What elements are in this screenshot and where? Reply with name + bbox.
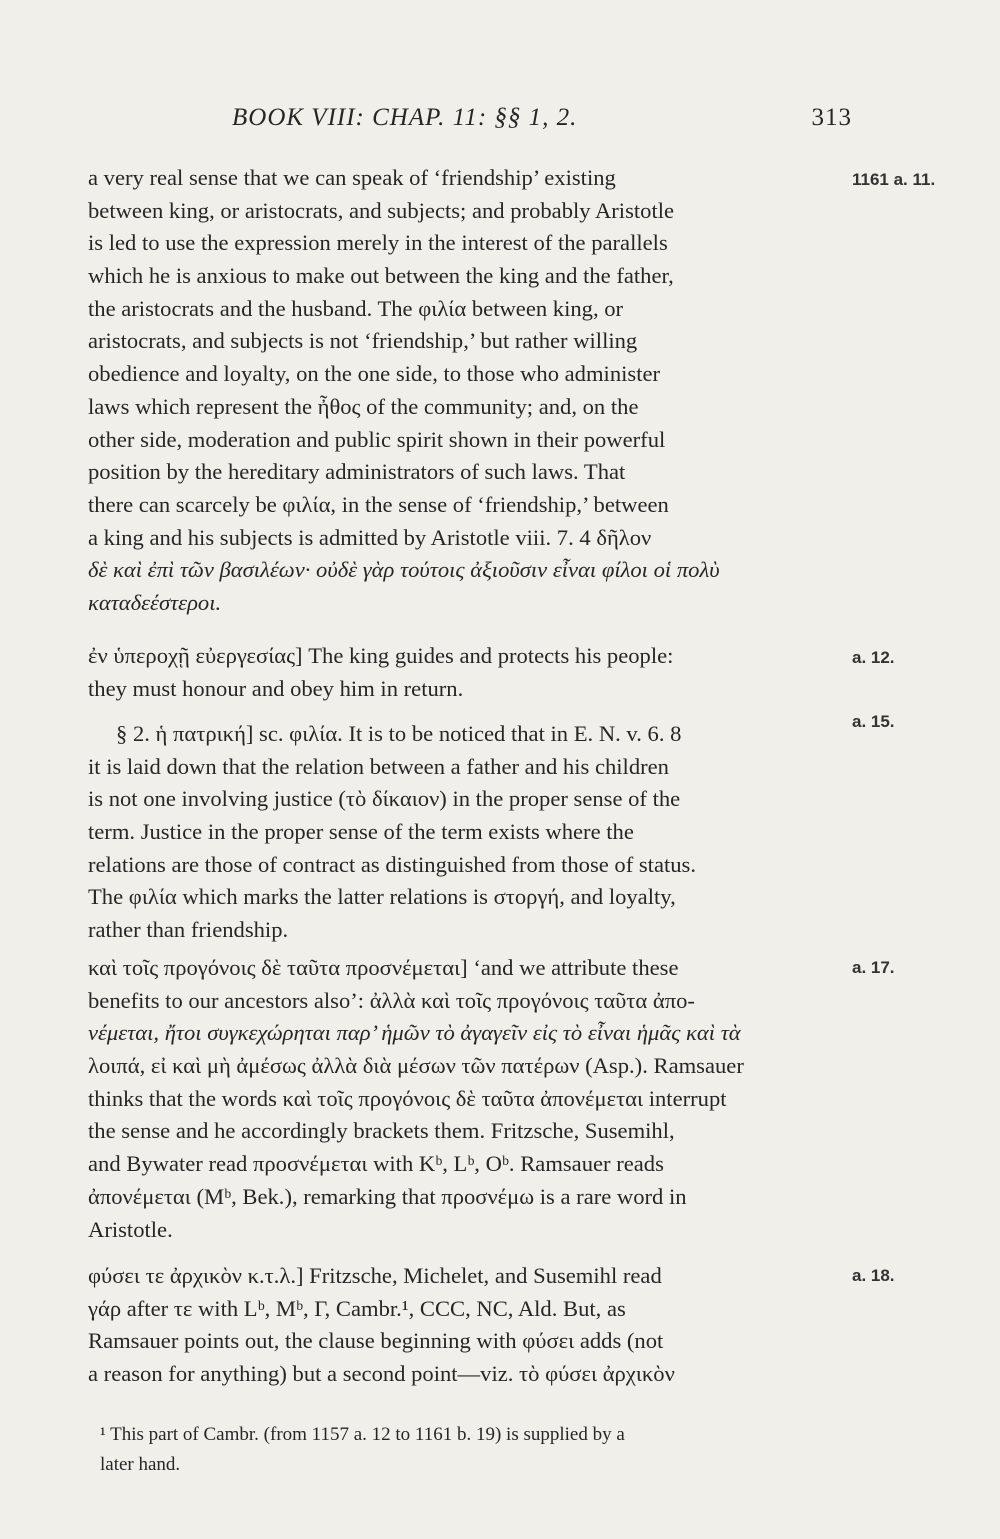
text-line: they must honour and obey him in return. xyxy=(88,675,464,701)
paragraph-4 xyxy=(88,952,848,1246)
text-line: λοιπά, εἰ καὶ μὴ ἀμέσως ἀλλὰ διὰ μέσων τῶν πατέρων (Asp.). Ramsauer xyxy=(88,1053,744,1079)
paragraph-3 xyxy=(88,718,848,947)
page-header xyxy=(232,104,852,144)
running-head: BOOK VIII: CHAP. 11: §§ 1, 2. xyxy=(232,104,578,131)
text-line: Aristotle. xyxy=(88,1216,173,1242)
text-line: relations are those of contract as distinguished from those of status. xyxy=(88,851,697,877)
text-line: and Bywater read προσνέμεται with Kᵇ, Lᵇ, Oᵇ. Ramsauer reads xyxy=(88,1151,664,1177)
text-line: The φιλία which marks the latter relations is στοργή, and loyalty, xyxy=(88,884,676,910)
text-line: is led to use the expression merely in the interest of the parallels xyxy=(88,230,668,256)
footnote-line: ¹ This part of Cambr. (from 1157 a. 12 to 1161 b. 19) is supplied by a xyxy=(100,1424,625,1445)
text-line: δὲ καὶ ἐπὶ τῶν βασιλέων· οὐδὲ γὰρ τούτοις ἀξιοῦσιν εἶναι φίλοι οἱ πολὺ xyxy=(88,557,720,583)
margin-reference: a. 17. xyxy=(852,958,895,977)
text-line: between king, or aristocrats, and subjects; and probably Aristotle xyxy=(88,197,675,223)
text-line: there can scarcely be φιλία, in the sense of ‘friendship,’ between xyxy=(88,491,669,517)
text-line: which he is anxious to make out between the king and the father, xyxy=(88,263,674,289)
text-line: καὶ τοῖς προγόνοις δὲ ταῦτα προσνέμεται] ‘and we attribute these xyxy=(88,955,679,980)
text-line: νέμεται, ἤτοι συγκεχώρηται παρ’ ἡμῶν τὸ ἀγαγεῖν εἰς τὸ εἶναι ἡμᾶς καὶ τὰ xyxy=(88,1020,741,1046)
text-line: laws which represent the ἦθος of the community; and, on the xyxy=(88,393,639,419)
text-line: Ramsauer points out, the clause beginning with φύσει adds (not xyxy=(88,1328,664,1354)
text-line: position by the hereditary administrators of such laws. That xyxy=(88,459,626,485)
text-line: benefits to our ancestors also’: ἀλλὰ καὶ τοῖς προγόνοις ταῦτα ἀπο- xyxy=(88,987,695,1013)
text-line: καταδεέστεροι. xyxy=(88,589,222,615)
text-line: φύσει τε ἀρχικὸν κ.τ.λ.] Fritzsche, Michelet, and Susemihl read xyxy=(88,1263,662,1288)
paragraph-1 xyxy=(88,162,848,620)
text-line: a reason for anything) but a second point—viz. τὸ φύσει ἀρχικὸν xyxy=(88,1361,675,1387)
text-line: γάρ after τε with Lᵇ, Mᵇ, Γ, Cambr.¹, CCC, NC, Ald. But, as xyxy=(88,1295,626,1321)
margin-reference: 1161 a. 11. xyxy=(852,170,936,189)
footnote xyxy=(100,1420,860,1480)
text-line: the aristocrats and the husband. The φιλία between king, or xyxy=(88,295,624,321)
margin-reference: a. 15. xyxy=(852,712,895,731)
text-line: § 2. ἡ πατρική] sc. φιλία. It is to be noticed that in E. N. v. 6. 8 xyxy=(116,721,682,746)
text-line: the sense and he accordingly brackets them. Fritzsche, Susemihl, xyxy=(88,1118,675,1144)
text-line: is not one involving justice (τὸ δίκαιον) in the proper sense of the xyxy=(88,786,681,812)
text-line: thinks that the words καὶ τοῖς προγόνοις δὲ ταῦτα ἀπονέμεται interrupt xyxy=(88,1085,727,1111)
text-line: other side, moderation and public spirit shown in their powerful xyxy=(88,426,666,452)
margin-reference: a. 18. xyxy=(852,1266,895,1285)
footnote-line: later hand. xyxy=(100,1454,181,1475)
text-line: rather than friendship. xyxy=(88,917,289,943)
paragraph-5 xyxy=(88,1260,848,1391)
text-line: term. Justice in the proper sense of the term exists where the xyxy=(88,819,634,845)
text-line: a king and his subjects is admitted by Aristotle viii. 7. 4 δῆλον xyxy=(88,524,652,550)
page-number: 313 xyxy=(811,104,852,131)
paragraph-2 xyxy=(88,640,848,705)
text-line: obedience and loyalty, on the one side, to those who administer xyxy=(88,361,661,387)
text-line: ἐν ὑπεροχῇ εὐεργεσίας] The king guides and protects his people: xyxy=(88,643,674,668)
margin-reference: a. 12. xyxy=(852,648,895,667)
text-line: a very real sense that we can speak of ‘friendship’ existing xyxy=(88,165,616,190)
text-line: it is laid down that the relation between a father and his children xyxy=(88,753,669,779)
text-line: ἀπονέμεται (Mᵇ, Bek.), remarking that προσνέμω is a rare word in xyxy=(88,1183,687,1209)
text-line: aristocrats, and subjects is not ‘friendship,’ but rather willing xyxy=(88,328,638,354)
